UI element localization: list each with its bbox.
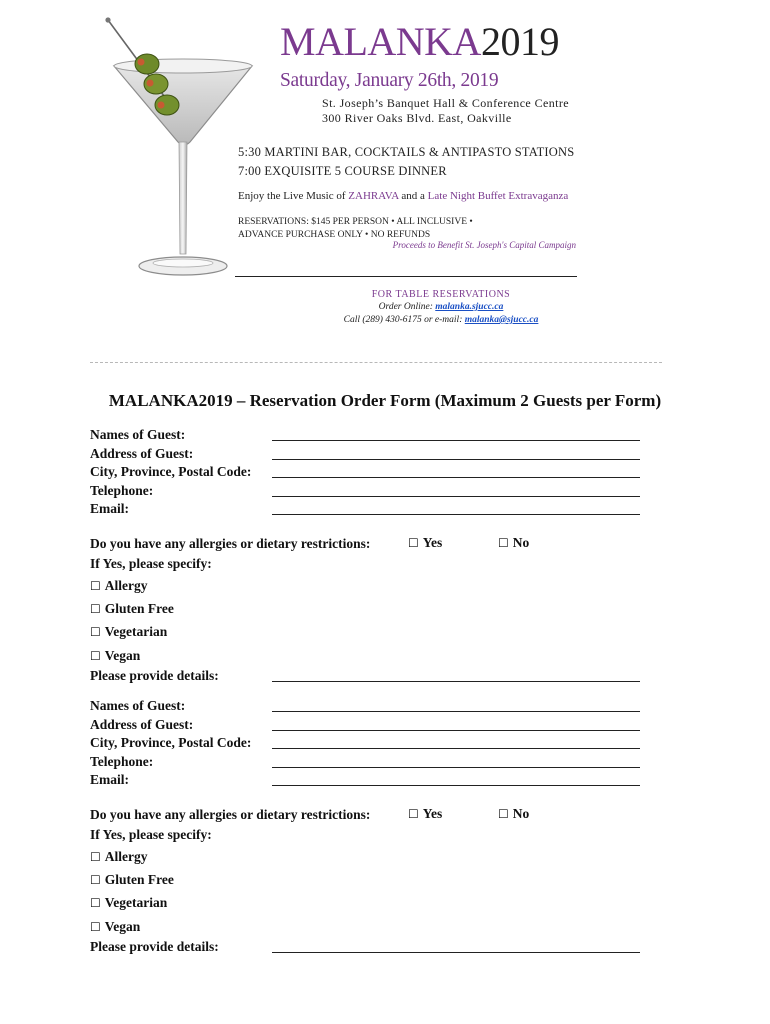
reservation-terms-2: ADVANCE PURCHASE ONLY • NO REFUNDS [238,230,431,240]
option-label: Vegan [104,919,141,934]
option-label: Vegetarian [104,624,168,639]
details-label: Please provide details: [90,668,219,683]
guest-phone-field[interactable] [272,496,640,497]
event-title-main: MALANKA [280,19,481,64]
guest-address-label: Address of Guest: [90,446,194,461]
guest-email-field[interactable] [272,785,640,786]
event-date: Saturday, January 26th, 2019 [280,70,499,91]
option-allergy[interactable] [90,577,148,595]
proceeds-note: Proceeds to Benefit St. Joseph's Capital Campaign [392,240,576,250]
reservation-terms-1: RESERVATIONS: $145 PER PERSON • ALL INCLUSIVE • [238,217,473,227]
checkbox-icon: ☐ [90,896,101,910]
order-online-label: Order Online: [378,302,436,312]
checkbox-icon: ☐ [90,873,101,887]
order-online-link[interactable]: malanka.sjucc.ca [435,302,504,312]
guest-email-label: Email: [90,501,129,516]
contact-line [240,315,642,325]
option-gluten-free[interactable] [90,871,174,889]
guest-city-field[interactable] [272,748,640,749]
specify-label: If Yes, please specify: [90,556,212,571]
martini-glass-icon [100,14,260,282]
option-label: Vegan [104,648,141,663]
allergy-question: Do you have any allergies or dietary restrictions: [90,536,371,551]
guest-phone-field[interactable] [272,767,640,768]
checkbox-icon: ☐ [90,920,101,934]
option-label: Allergy [104,849,148,864]
allergy-yes-checkbox[interactable] [408,535,442,551]
event-title [280,18,559,66]
details-field[interactable] [272,952,640,953]
band-name: ZAHRAVA [348,190,399,202]
option-vegan[interactable] [90,918,140,936]
checkbox-icon: ☐ [90,579,101,593]
schedule-line-2: 7:00 EXQUISITE 5 COURSE DINNER [238,164,447,178]
guest-names-field[interactable] [272,440,640,441]
checkbox-icon: ☐ [408,807,419,821]
allergy-yes-checkbox[interactable] [408,806,442,822]
enjoy-mid: and a [398,190,428,202]
event-title-year: 2019 [480,19,559,64]
details-label: Please provide details: [90,939,219,954]
guest-address-label: Address of Guest: [90,717,194,732]
venue-line-2: 300 River Oaks Blvd. East, Oakville [322,111,512,125]
allergy-no-checkbox[interactable] [498,535,529,551]
option-vegetarian[interactable] [90,894,167,912]
guest-email-label: Email: [90,772,129,787]
checkbox-icon: ☐ [90,602,101,616]
option-label: Gluten Free [104,601,174,616]
no-label: No [512,806,530,821]
table-reservations-heading: FOR TABLE RESERVATIONS [371,289,511,300]
guest-names-field[interactable] [272,711,640,712]
option-vegetarian[interactable] [90,623,167,641]
divider-rule [235,276,577,277]
event-venue [322,96,569,126]
no-label: No [512,535,530,550]
option-label: Gluten Free [104,872,174,887]
cut-line [90,362,662,363]
guest-phone-label: Telephone: [90,754,154,769]
checkbox-icon: ☐ [90,649,101,663]
guest-phone-label: Telephone: [90,483,154,498]
checkbox-icon: ☐ [90,625,101,639]
guest-names-label: Names of Guest: [90,427,186,442]
allergy-question: Do you have any allergies or dietary restrictions: [90,807,371,822]
yes-label: Yes [422,535,443,550]
guest-address-field[interactable] [272,459,640,460]
guest-city-label: City, Province, Postal Code: [90,464,252,479]
reservation-terms [238,216,473,242]
option-vegan[interactable] [90,647,140,665]
specify-label: If Yes, please specify: [90,827,212,842]
schedule-line-1: 5:30 MARTINI BAR, COCKTAILS & ANTIPASTO STATIONS [238,145,575,159]
yes-label: Yes [422,806,443,821]
call-label: Call (289) 430-6175 or e-mail: [343,315,465,325]
guest-email-field[interactable] [272,514,640,515]
guest-names-label: Names of Guest: [90,698,186,713]
enjoy-prefix: Enjoy the Live Music of [238,190,349,202]
option-label: Vegetarian [104,895,168,910]
option-allergy[interactable] [90,848,148,866]
form-title: MALANKA2019 – Reservation Order Form (Maximum 2 Guests per Form) [108,391,662,410]
checkbox-icon: ☐ [90,850,101,864]
details-field[interactable] [272,681,640,682]
email-link[interactable]: malanka@sjucc.ca [464,315,539,325]
venue-line-1: St. Joseph’s Banquet Hall & Conference Centre [322,96,569,110]
guest-address-field[interactable] [272,730,640,731]
option-gluten-free[interactable] [90,600,174,618]
checkbox-icon: ☐ [498,536,509,550]
buffet-text: Late Night Buffet Extravaganza [427,190,569,202]
guest-city-label: City, Province, Postal Code: [90,735,252,750]
guest-city-field[interactable] [272,477,640,478]
checkbox-icon: ☐ [408,536,419,550]
order-online-line [240,302,642,312]
event-schedule [238,143,574,181]
entertainment-line [238,190,568,202]
allergy-no-checkbox[interactable] [498,806,529,822]
option-label: Allergy [104,578,148,593]
checkbox-icon: ☐ [498,807,509,821]
